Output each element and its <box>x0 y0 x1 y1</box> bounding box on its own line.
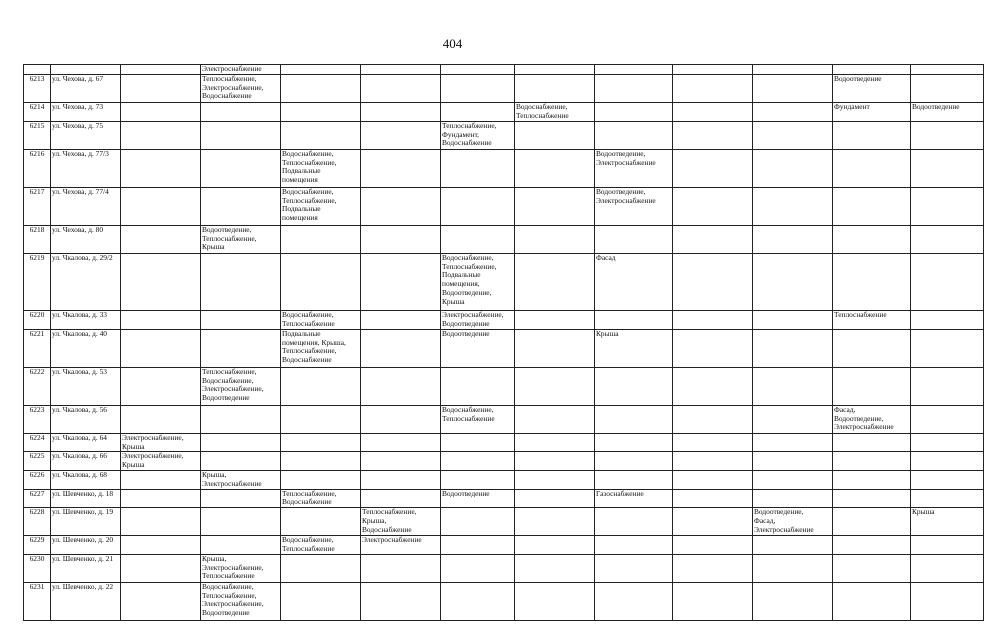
table-row <box>24 470 984 489</box>
work-type-cell <box>595 121 673 149</box>
work-type-cell <box>121 582 201 620</box>
work-type-cell: Теплоснабжение, Водоснабжение, Электроснабжение, Водоотведение <box>201 367 281 405</box>
work-type-cell <box>515 149 595 187</box>
work-type-cell <box>833 452 911 471</box>
work-type-cell <box>911 433 984 452</box>
work-type-cell <box>201 329 281 367</box>
work-type-cell: Водоотведение <box>911 102 984 121</box>
row-number: 6217 <box>24 187 51 225</box>
work-type-cell <box>441 367 515 405</box>
work-type-cell <box>911 489 984 508</box>
work-type-cell <box>595 367 673 405</box>
work-type-cell <box>911 582 984 620</box>
work-type-cell <box>121 489 201 508</box>
table-row <box>24 452 984 471</box>
work-type-cell: Электроснабжение, Крыша <box>121 452 201 471</box>
work-type-cell <box>753 187 833 225</box>
work-type-cell: Подвальные помещения, Крыша, Теплоснабжение, Водоснабжение <box>281 329 361 367</box>
work-type-cell <box>753 310 833 329</box>
work-type-cell: Водоотведение <box>441 329 515 367</box>
work-type-cell <box>833 536 911 555</box>
address-cell: ул. Чехова, д. 73 <box>51 102 121 121</box>
work-type-cell: Водоотведение, Теплоснабжение, Крыша <box>201 225 281 253</box>
work-type-cell <box>361 65 441 75</box>
work-type-cell <box>753 433 833 452</box>
work-type-cell <box>201 433 281 452</box>
work-type-cell <box>515 253 595 310</box>
work-type-cell <box>911 310 984 329</box>
work-type-cell <box>753 452 833 471</box>
work-type-cell: Водоотведение, Электроснабжение <box>595 149 673 187</box>
work-type-cell <box>281 253 361 310</box>
address-cell: ул. Чкалова, д. 40 <box>51 329 121 367</box>
work-type-cell <box>281 367 361 405</box>
work-type-cell <box>673 149 753 187</box>
work-type-cell <box>753 329 833 367</box>
work-type-cell <box>281 470 361 489</box>
address-cell: ул. Шевченко, д. 22 <box>51 582 121 620</box>
work-type-cell <box>833 253 911 310</box>
work-type-cell <box>673 508 753 536</box>
work-type-cell <box>753 582 833 620</box>
work-type-cell <box>361 452 441 471</box>
work-type-cell <box>515 470 595 489</box>
work-type-cell <box>595 310 673 329</box>
work-type-cell <box>911 470 984 489</box>
work-type-cell <box>673 65 753 75</box>
work-type-cell <box>833 433 911 452</box>
work-type-cell <box>515 74 595 102</box>
work-type-cell <box>833 508 911 536</box>
table-row <box>24 508 984 536</box>
work-type-cell <box>201 253 281 310</box>
work-type-cell <box>201 508 281 536</box>
work-type-cell <box>441 582 515 620</box>
work-type-cell <box>281 121 361 149</box>
work-type-cell <box>361 102 441 121</box>
address-cell: ул. Шевченко, д. 21 <box>51 554 121 582</box>
work-type-cell <box>673 253 753 310</box>
work-type-cell <box>673 554 753 582</box>
work-type-cell <box>281 554 361 582</box>
work-type-cell <box>121 149 201 187</box>
work-type-cell <box>515 310 595 329</box>
work-type-cell <box>753 149 833 187</box>
table-row <box>24 329 984 367</box>
work-type-cell <box>441 225 515 253</box>
work-type-cell <box>441 187 515 225</box>
table-row <box>24 310 984 329</box>
work-type-cell: Теплоснабжение <box>833 310 911 329</box>
work-type-cell: Крыша <box>595 329 673 367</box>
work-type-cell <box>361 310 441 329</box>
work-type-cell: Фасад <box>595 253 673 310</box>
work-type-cell <box>515 452 595 471</box>
address-cell: ул. Чехова, д. 67 <box>51 74 121 102</box>
work-type-cell: Водоснабжение, Теплоснабжение <box>515 102 595 121</box>
table-row <box>24 489 984 508</box>
work-type-cell <box>753 65 833 75</box>
work-type-cell: Газоснабжение <box>595 489 673 508</box>
work-type-cell <box>281 452 361 471</box>
work-type-cell <box>121 225 201 253</box>
work-type-cell <box>595 225 673 253</box>
work-type-cell <box>595 536 673 555</box>
work-type-cell <box>595 102 673 121</box>
work-type-cell: Водоснабжение, Теплоснабжение <box>441 405 515 433</box>
address-cell: ул. Чкалова, д. 66 <box>51 452 121 471</box>
work-type-cell <box>753 102 833 121</box>
work-type-cell: Водоотведение, Фасад, Электроснабжение <box>753 508 833 536</box>
work-type-cell <box>833 367 911 405</box>
work-type-cell <box>361 367 441 405</box>
work-type-cell <box>201 121 281 149</box>
row-number: 6224 <box>24 433 51 452</box>
row-number: 6226 <box>24 470 51 489</box>
work-type-cell <box>515 489 595 508</box>
work-type-cell <box>673 367 753 405</box>
work-type-cell <box>361 489 441 508</box>
work-type-cell: Теплоснабжение, Водоснабжение <box>281 489 361 508</box>
work-type-cell <box>361 582 441 620</box>
work-type-cell: Электроснабжение <box>361 536 441 555</box>
table-row <box>24 225 984 253</box>
work-type-cell <box>753 253 833 310</box>
work-type-cell <box>121 121 201 149</box>
work-type-cell <box>121 470 201 489</box>
work-type-cell <box>595 452 673 471</box>
work-type-cell <box>515 367 595 405</box>
work-type-cell <box>833 187 911 225</box>
work-type-cell <box>833 121 911 149</box>
work-type-cell: Водоснабжение, Теплоснабжение, Подвальные помещения <box>281 187 361 225</box>
row-number: 6231 <box>24 582 51 620</box>
work-type-cell <box>201 187 281 225</box>
work-type-cell: Крыша, Электроснабжение <box>201 470 281 489</box>
table-row <box>24 536 984 555</box>
work-type-cell <box>833 149 911 187</box>
work-type-cell <box>911 452 984 471</box>
work-type-cell <box>361 187 441 225</box>
work-type-cell <box>595 508 673 536</box>
work-type-cell <box>911 253 984 310</box>
work-type-cell <box>911 536 984 555</box>
address-cell: ул. Чехова, д. 80 <box>51 225 121 253</box>
work-type-cell <box>673 582 753 620</box>
row-number: 6228 <box>24 508 51 536</box>
work-type-cell <box>753 470 833 489</box>
table-row <box>24 121 984 149</box>
work-type-cell <box>361 225 441 253</box>
work-type-cell <box>361 121 441 149</box>
work-type-cell <box>441 433 515 452</box>
work-type-cell <box>281 433 361 452</box>
work-type-cell <box>673 433 753 452</box>
work-type-cell: Теплоснабжение, Крыша, Водоснабжение <box>361 508 441 536</box>
work-type-cell <box>121 310 201 329</box>
work-type-cell <box>753 225 833 253</box>
address-cell: ул. Шевченко, д. 20 <box>51 536 121 555</box>
row-number: 6223 <box>24 405 51 433</box>
address-cell: ул. Чкалова, д. 53 <box>51 367 121 405</box>
work-type-cell: Водоотведение <box>833 74 911 102</box>
table-row <box>24 405 984 433</box>
table-row <box>24 582 984 620</box>
work-type-cell <box>911 367 984 405</box>
work-type-cell: Водоснабжение, Теплоснабжение, Подвальные помещения <box>281 149 361 187</box>
work-type-cell <box>201 102 281 121</box>
work-type-cell <box>911 121 984 149</box>
work-type-cell <box>441 452 515 471</box>
work-type-cell <box>833 489 911 508</box>
work-type-cell <box>121 102 201 121</box>
work-type-cell: Фундамент <box>833 102 911 121</box>
work-type-cell <box>121 187 201 225</box>
work-type-cell <box>673 452 753 471</box>
work-type-cell <box>515 536 595 555</box>
work-type-cell <box>281 65 361 75</box>
work-type-cell <box>595 470 673 489</box>
address-cell <box>51 65 121 75</box>
work-type-cell <box>121 253 201 310</box>
work-type-cell <box>673 329 753 367</box>
work-type-cell: Водоотведение, Электроснабжение <box>595 187 673 225</box>
work-type-cell <box>281 405 361 433</box>
work-type-cell <box>361 74 441 102</box>
work-type-cell <box>673 74 753 102</box>
work-type-cell <box>121 74 201 102</box>
work-type-cell <box>515 225 595 253</box>
work-type-cell <box>121 405 201 433</box>
work-type-cell <box>515 329 595 367</box>
work-type-cell <box>673 225 753 253</box>
work-type-cell <box>201 489 281 508</box>
work-type-cell <box>201 405 281 433</box>
work-type-cell <box>833 329 911 367</box>
row-number: 6227 <box>24 489 51 508</box>
work-type-cell <box>121 329 201 367</box>
work-type-cell <box>753 74 833 102</box>
work-type-cell: Электроснабжение, Водоотведение <box>441 310 515 329</box>
work-type-cell <box>595 405 673 433</box>
work-type-cell <box>515 582 595 620</box>
work-type-cell <box>201 536 281 555</box>
work-type-cell <box>833 225 911 253</box>
repair-schedule-table <box>23 64 984 621</box>
address-cell: ул. Чкалова, д. 33 <box>51 310 121 329</box>
row-number: 6230 <box>24 554 51 582</box>
address-cell: ул. Шевченко, д. 18 <box>51 489 121 508</box>
work-type-cell <box>361 149 441 187</box>
work-type-cell <box>753 554 833 582</box>
address-cell: ул. Чехова, д. 77/4 <box>51 187 121 225</box>
work-type-cell: Водоотведение <box>441 489 515 508</box>
work-type-cell <box>753 489 833 508</box>
work-type-cell <box>281 508 361 536</box>
table-row <box>24 367 984 405</box>
work-type-cell <box>441 536 515 555</box>
work-type-cell <box>673 470 753 489</box>
address-cell: ул. Чехова, д. 75 <box>51 121 121 149</box>
work-type-cell <box>441 554 515 582</box>
address-cell: ул. Чкалова, д. 56 <box>51 405 121 433</box>
work-type-cell <box>911 329 984 367</box>
row-number: 6225 <box>24 452 51 471</box>
work-type-cell <box>515 187 595 225</box>
work-type-cell <box>911 187 984 225</box>
work-type-cell <box>361 470 441 489</box>
work-type-cell <box>833 65 911 75</box>
row-number: 6219 <box>24 253 51 310</box>
work-type-cell <box>361 253 441 310</box>
work-type-cell: Теплоснабжение, Электроснабжение, Водоснабжение <box>201 74 281 102</box>
work-type-cell <box>753 536 833 555</box>
table-row <box>24 253 984 310</box>
table-row <box>24 65 984 75</box>
work-type-cell <box>121 508 201 536</box>
work-type-cell <box>361 329 441 367</box>
work-type-cell <box>441 149 515 187</box>
work-type-cell <box>121 554 201 582</box>
work-type-cell <box>595 65 673 75</box>
work-type-cell <box>911 405 984 433</box>
table-row <box>24 149 984 187</box>
table-row <box>24 102 984 121</box>
address-cell: ул. Чкалова, д. 64 <box>51 433 121 452</box>
work-type-cell <box>673 489 753 508</box>
work-type-cell <box>515 508 595 536</box>
row-number: 6222 <box>24 367 51 405</box>
page-number: 404 <box>442 36 463 51</box>
work-type-cell <box>515 405 595 433</box>
work-type-cell <box>595 554 673 582</box>
work-type-cell: Электроснабжение <box>201 65 281 75</box>
row-number: 6218 <box>24 225 51 253</box>
row-number: 6215 <box>24 121 51 149</box>
work-type-cell <box>595 582 673 620</box>
work-type-cell <box>753 121 833 149</box>
work-type-cell <box>911 74 984 102</box>
work-type-cell <box>121 536 201 555</box>
work-type-cell <box>673 187 753 225</box>
work-type-cell <box>753 367 833 405</box>
work-type-cell: Теплоснабжение, Фундамент, Водоснабжение <box>441 121 515 149</box>
row-number: 6220 <box>24 310 51 329</box>
work-type-cell <box>121 65 201 75</box>
table-row <box>24 433 984 452</box>
work-type-cell: Водоснабжение, Теплоснабжение, Подвальные помещения, Водоотведение, Крыша <box>441 253 515 310</box>
row-number: 6213 <box>24 74 51 102</box>
work-type-cell <box>673 121 753 149</box>
row-number: 6229 <box>24 536 51 555</box>
work-type-cell: Крыша <box>911 508 984 536</box>
work-type-cell <box>673 405 753 433</box>
work-type-cell <box>833 554 911 582</box>
work-type-cell <box>833 470 911 489</box>
work-type-cell <box>201 452 281 471</box>
work-type-cell <box>833 582 911 620</box>
work-type-cell <box>911 65 984 75</box>
work-type-cell <box>673 102 753 121</box>
work-type-cell <box>515 65 595 75</box>
work-type-cell <box>515 433 595 452</box>
row-number <box>24 65 51 75</box>
work-type-cell <box>361 405 441 433</box>
address-cell: ул. Чкалова, д. 68 <box>51 470 121 489</box>
work-type-cell <box>281 74 361 102</box>
work-type-cell <box>441 74 515 102</box>
table-row <box>24 74 984 102</box>
work-type-cell <box>673 536 753 555</box>
work-type-cell <box>121 367 201 405</box>
work-type-cell: Крыша, Электроснабжение, Теплоснабжение <box>201 554 281 582</box>
work-type-cell: Фасад, Водоотведение, Электроснабжение <box>833 405 911 433</box>
work-type-cell: Водоснабжение, Теплоснабжение <box>281 310 361 329</box>
table-row <box>24 187 984 225</box>
work-type-cell: Водоснабжение, Теплоснабжение, Электроснабжение, Водоотведение <box>201 582 281 620</box>
address-cell: ул. Чкалова, д. 29/2 <box>51 253 121 310</box>
work-type-cell <box>515 554 595 582</box>
work-type-cell <box>441 65 515 75</box>
work-type-cell <box>595 433 673 452</box>
work-type-cell: Электроснабжение, Крыша <box>121 433 201 452</box>
work-type-cell <box>595 74 673 102</box>
work-type-cell <box>201 149 281 187</box>
table-row <box>24 554 984 582</box>
work-type-cell <box>441 102 515 121</box>
row-number: 6214 <box>24 102 51 121</box>
work-type-cell <box>281 582 361 620</box>
address-cell: ул. Чехова, д. 77/3 <box>51 149 121 187</box>
work-type-cell <box>441 470 515 489</box>
work-type-cell <box>361 554 441 582</box>
work-type-cell <box>281 225 361 253</box>
work-type-cell <box>911 225 984 253</box>
row-number: 6216 <box>24 149 51 187</box>
work-type-cell <box>281 102 361 121</box>
address-cell: ул. Шевченко, д. 19 <box>51 508 121 536</box>
work-type-cell <box>911 149 984 187</box>
work-type-cell <box>673 310 753 329</box>
work-type-cell <box>201 310 281 329</box>
work-type-cell <box>515 121 595 149</box>
work-type-cell <box>753 405 833 433</box>
work-type-cell <box>361 433 441 452</box>
work-type-cell: Водоснабжение, Теплоснабжение <box>281 536 361 555</box>
work-type-cell <box>441 508 515 536</box>
row-number: 6221 <box>24 329 51 367</box>
work-type-cell <box>911 554 984 582</box>
